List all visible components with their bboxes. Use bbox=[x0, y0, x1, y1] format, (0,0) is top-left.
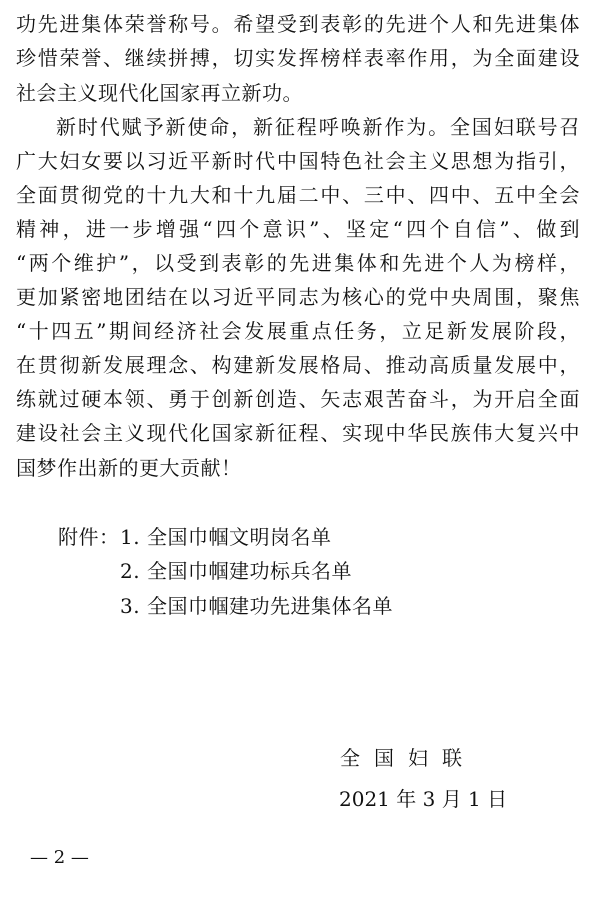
body-line: “两个维护”，以受到表彰的先进集体和先进个人为榜样， bbox=[16, 251, 580, 275]
attachment-item: 1. 全国巾帼文明岗名单 bbox=[120, 525, 332, 549]
body-line: 精神，进一步增强“四个意识”、坚定“四个自信”、做到 bbox=[16, 217, 580, 241]
attachment-item: 3. 全国巾帼建功先进集体名单 bbox=[120, 594, 393, 618]
body-line: 广大妇女要以习近平新时代中国特色社会主义思想为指引， bbox=[16, 149, 580, 173]
body-line: 珍惜荣誉、继续拼搏，切实发挥榜样表率作用，为全面建设 bbox=[16, 46, 580, 70]
body-line: 建设社会主义现代化国家新征程、实现中华民族伟大复兴中 bbox=[16, 421, 580, 445]
page-number: — 2 — bbox=[30, 847, 89, 868]
signature-organization: 全国妇联 bbox=[340, 746, 476, 770]
body-line: 练就过硬本领、勇于创新创造、矢志艰苦奋斗，为开启全面 bbox=[16, 387, 580, 411]
body-line: 国梦作出新的更大贡献！ bbox=[16, 456, 242, 480]
attachment-item: 2. 全国巾帼建功标兵名单 bbox=[120, 559, 352, 583]
signature-date: 2021 年 3 月 1 日 bbox=[339, 787, 508, 811]
body-line: 在贯彻新发展理念、构建新发展格局、推动高质量发展中， bbox=[16, 353, 580, 377]
body-line: “十四五”期间经济社会发展重点任务，立足新发展阶段， bbox=[16, 319, 580, 343]
body-line: 功先进集体荣誉称号。希望受到表彰的先进个人和先进集体 bbox=[16, 12, 580, 36]
body-line: 更加紧密地团结在以习近平同志为核心的党中央周围，聚焦 bbox=[16, 285, 580, 309]
body-line: 全面贯彻党的十九大和十九届二中、三中、四中、五中全会 bbox=[16, 183, 580, 207]
body-line: 新时代赋予新使命，新征程呼唤新作为。全国妇联号召 bbox=[56, 115, 580, 139]
attachments-label: 附件： bbox=[58, 525, 120, 549]
body-line: 社会主义现代化国家再立新功。 bbox=[16, 81, 303, 105]
